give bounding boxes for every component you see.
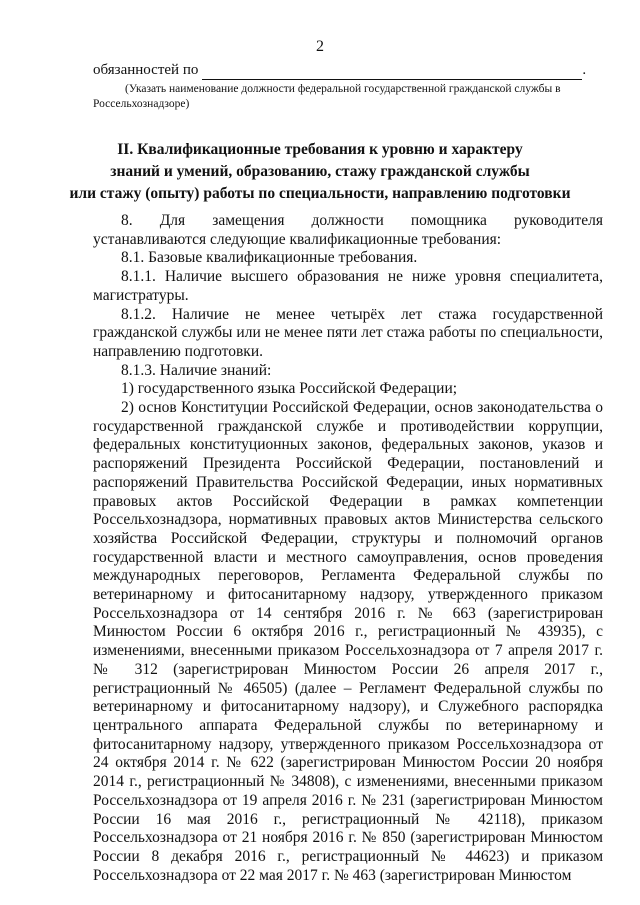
duties-hint-line1: (Указать наименование должности федеральной государственной гражданской службы в — [125, 83, 561, 95]
section-title-line3: или стажу (опыту) работы по специальности, направлению подготовки — [69, 185, 571, 202]
section-title-line1: II. Квалификационные требования к уровню и характеру — [117, 141, 523, 158]
section-title-line2: знаний и умений, образованию, стажу гражданской службы — [110, 163, 530, 180]
paragraph-8-1-2: 8.1.2. Наличие не менее четырёх лет стажа государственной гражданской службы или не менее пяти лет стажа работы по специальности, направлению подготовки. — [93, 305, 603, 360]
paragraph-item-1: 1) государственного языка Российской Федерации; — [121, 380, 458, 398]
duties-block — [93, 60, 608, 112]
duties-hint — [93, 82, 608, 112]
paragraph-8: 8. Для замещения должности помощника руководителя устанавливаются следующие квалификационные требования: — [93, 212, 603, 248]
paragraph-8-1-3: 8.1.3. Наличие знаний: — [121, 361, 272, 379]
body-text — [93, 212, 603, 885]
paragraph-8-1-1: 8.1.1. Наличие высшего образования не ниже уровня специалитета, магистратуры. — [93, 268, 603, 304]
page-number: 2 — [316, 38, 324, 55]
duties-suffix: . — [582, 62, 587, 78]
section-title — [60, 139, 580, 205]
duties-line — [93, 60, 608, 80]
paragraph-item-2: 2) основ Конституции Российской Федерации, основ законодательства о государственной гражданской службе и противодействии коррупции, федеральных конституционных законов, федеральных законов, указов и распоряжений Президента Российской Федерации, постановлений и распоряжений Правительства Российской Федерации, иных нормативных правовых актов Российской Федерации в рамках компетенции Россельхознадзора, нормативных правовых актов Министерства сельского хозяйства Российской Федерации, структуры и полномочий органов государственной власти и местного самоуправления, основ проведения международных переговоров, Регламента Федеральной службы по ветеринарному и фитосанитарному надзору, утвержденного приказом Россельхознадзора от 14 сентября 2016 г. № 663 (зарегистрирован Минюстом России 6 октября 2016 г., регистрационный № 43935), с изменениями, внесенными приказом Россельхознадзора от 7 апреля 2017 г. № 312 (зарегистрирован Минюстом России 26 апреля 2017 г., регистрационный № 46505) (далее – Регламент Федеральной службы по ветеринарному и фитосанитарному надзору), и Служебного распорядка центрального аппарата Федеральной службы по ветеринарному и фитосанитарному надзору, утвержденного приказом Россельхознадзора от 24 октября 2014 г. № 622 (зарегистрирован Минюстом России 20 ноября 2014 г., регистрационный № 34808), с изменениями, внесенными приказом Россельхознадзора от 19 апреля 2016 г. № 231 (зарегистрирован Минюстом России 16 мая 2016 г., регистрационный № 42118), приказом Россельхознадзора от 21 ноября 2016 г. № 850 (зарегистрирован Минюстом России 8 декабря 2016 г., регистрационный № 44623) и приказом Россельхознадзора от 22 мая 2017 г. № 463 (зарегистрирован Минюстом — [93, 399, 603, 884]
duties-hint-line2: Россельхознадзоре) — [93, 98, 190, 110]
duties-blank-line — [202, 66, 582, 80]
duties-prefix: обязанностей по — [93, 62, 199, 78]
paragraph-8-1: 8.1. Базовые квалификационные требования. — [121, 249, 418, 267]
